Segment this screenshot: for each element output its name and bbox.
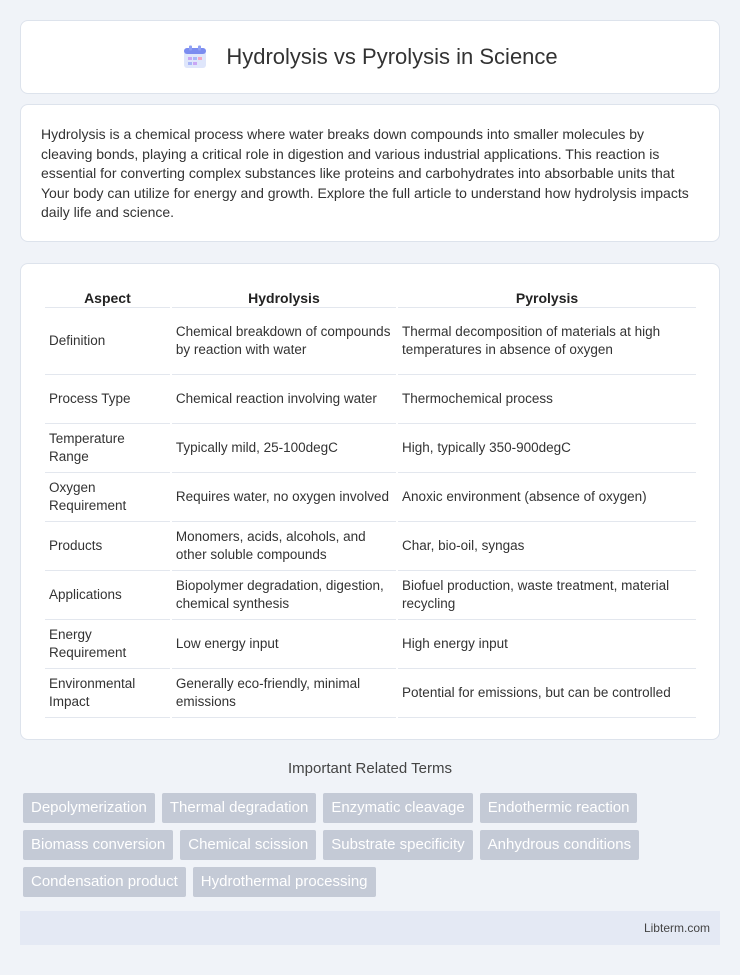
cell-aspect: Oxygen Requirement (45, 473, 170, 522)
calendar-icon (182, 44, 208, 70)
header-aspect: Aspect (45, 284, 170, 308)
footer-link[interactable]: Libterm.com (643, 921, 710, 935)
comparison-card (20, 263, 720, 740)
cell-aspect: Process Type (45, 375, 170, 424)
cell-pyrolysis: Potential for emissions, but can be controlled (398, 669, 696, 718)
cell-hydrolysis: Requires water, no oxygen involved (172, 473, 396, 522)
cell-hydrolysis: Chemical reaction involving water (172, 375, 396, 424)
related-term-tag[interactable]: Chemical scission (180, 830, 316, 860)
cell-hydrolysis: Chemical breakdown of compounds by reaction with water (172, 308, 396, 375)
cell-aspect: Applications (45, 571, 170, 620)
table-row (45, 522, 696, 571)
related-terms-list (23, 793, 723, 897)
intro-paragraph: Hydrolysis is a chemical process where water breaks down compounds into smaller molecules by cleaving bonds, playing a critical role in digestion and various industrial applications. This reaction is essential for converting complex substances like proteins and carbohydrates into absorbable units that Your body can utilize for energy and growth. Explore the full article to understand how hydrolysis impacts daily life and science. (41, 126, 689, 220)
related-term-tag[interactable]: Condensation product (23, 867, 186, 897)
table-row (45, 375, 696, 424)
cell-hydrolysis: Typically mild, 25-100degC (172, 424, 396, 473)
table-row (45, 424, 696, 473)
table-row (45, 669, 696, 718)
related-term-tag[interactable]: Depolymerization (23, 793, 155, 823)
cell-pyrolysis: High energy input (398, 620, 696, 669)
related-term-tag[interactable]: Thermal degradation (162, 793, 316, 823)
related-term-tag[interactable]: Hydrothermal processing (193, 867, 376, 897)
related-term-tag[interactable]: Enzymatic cleavage (323, 793, 472, 823)
footer (20, 911, 720, 945)
header-pyrolysis: Pyrolysis (398, 284, 696, 308)
cell-pyrolysis: High, typically 350-900degC (398, 424, 696, 473)
page-title: Hydrolysis vs Pyrolysis in Science (226, 44, 558, 69)
cell-pyrolysis: Biofuel production, waste treatment, material recycling (398, 571, 696, 620)
table-row (45, 473, 696, 522)
related-term-tag[interactable]: Biomass conversion (23, 830, 173, 860)
related-term-tag[interactable]: Endothermic reaction (480, 793, 638, 823)
cell-aspect: Definition (45, 308, 170, 375)
cell-aspect: Environmental Impact (45, 669, 170, 718)
related-terms-title: Important Related Terms (288, 760, 452, 777)
cell-aspect: Temperature Range (45, 424, 170, 473)
cell-hydrolysis: Monomers, acids, alcohols, and other soluble compounds (172, 522, 396, 571)
cell-hydrolysis: Low energy input (172, 620, 396, 669)
table-row (45, 620, 696, 669)
intro-card (20, 104, 720, 242)
table-row (45, 308, 696, 375)
header-card (20, 20, 720, 94)
cell-hydrolysis: Biopolymer degradation, digestion, chemical synthesis (172, 571, 396, 620)
comparison-table (43, 284, 698, 718)
header-hydrolysis: Hydrolysis (172, 284, 396, 308)
cell-aspect: Products (45, 522, 170, 571)
cell-hydrolysis: Generally eco-friendly, minimal emissions (172, 669, 396, 718)
cell-pyrolysis: Anoxic environment (absence of oxygen) (398, 473, 696, 522)
cell-aspect: Energy Requirement (45, 620, 170, 669)
cell-pyrolysis: Thermochemical process (398, 375, 696, 424)
related-term-tag[interactable]: Anhydrous conditions (480, 830, 639, 860)
cell-pyrolysis: Thermal decomposition of materials at high temperatures in absence of oxygen (398, 308, 696, 375)
table-row (45, 571, 696, 620)
related-term-tag[interactable]: Substrate specificity (323, 830, 472, 860)
cell-pyrolysis: Char, bio-oil, syngas (398, 522, 696, 571)
